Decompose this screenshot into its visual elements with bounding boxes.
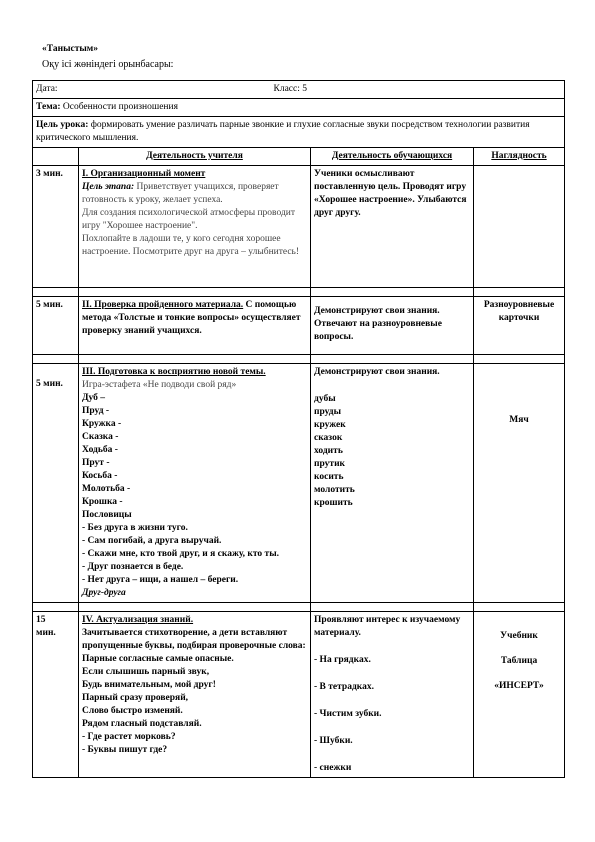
poem-line: Слово быстро изменяй.	[82, 706, 183, 716]
proverbs-label: Пословицы	[82, 510, 132, 520]
stage-visuals: Разноуровневые карточки	[474, 297, 565, 355]
poem-line: Парный сразу проверяй,	[82, 693, 189, 703]
word-item: Кружка -	[82, 419, 122, 429]
stage-teacher	[79, 166, 311, 288]
topic-label: Тема:	[36, 102, 61, 112]
visual-item: Таблица	[500, 656, 538, 666]
answer-item: - На грядках.	[314, 655, 371, 665]
goal-text: формировать умение различать парные звонкие и глухие согласные звуки посредством технологии развития критического мышления.	[36, 120, 530, 143]
proverb-item: - Друг познается в беде.	[82, 562, 184, 572]
stage-row-3	[33, 364, 565, 603]
stage-goal-text: Приветствует учащихся, проверяет готовность к уроку, желает успеха.	[82, 182, 279, 205]
word-item: Дуб –	[82, 393, 106, 403]
stage-students	[311, 297, 474, 355]
answer-item: пруды	[314, 407, 342, 417]
closing-text: Друг-друга	[82, 588, 126, 598]
header-visuals: Наглядность	[474, 148, 565, 166]
header-students: Деятельность обучающихся	[311, 148, 474, 166]
word-item: Ходьба -	[82, 445, 118, 455]
answer-item: - Чистим зубки.	[314, 709, 382, 719]
stage-text: С помощью метода «Толстые и тонкие вопросы» осуществляет проверку знаний учащихся.	[82, 300, 301, 336]
answer-item: молотить	[314, 485, 355, 495]
poem-line: - Где растет морковь?	[82, 732, 176, 742]
word-item: Молотьба -	[82, 484, 131, 494]
goal-label: Цель урока:	[36, 120, 89, 130]
stage-text-2: Похлопайте в ладоши те, у кого сегодня хорошее настроение. Посмотрите друг на друга – улыбнитесь!	[82, 234, 300, 257]
header-teacher: Деятельность учителя	[79, 148, 311, 166]
stage-students	[311, 612, 474, 778]
answer-item: - снежки	[314, 763, 352, 773]
answer-item: дубы	[314, 394, 336, 404]
visual-item: Учебник	[500, 631, 538, 641]
stage-students: Ученики осмысливают поставленную цель. Проводят игру «Хорошее настроение». Улыбаются друг другу.	[311, 166, 474, 288]
word-item: Сказка -	[82, 432, 119, 442]
stage-teacher	[79, 612, 311, 778]
word-item: Косьба -	[82, 471, 118, 481]
stage-row-4	[33, 612, 565, 778]
stage-time-value: 15	[36, 615, 46, 625]
proverb-item: - Нет друга – ищи, а нашел – береги.	[82, 575, 239, 585]
poem-line: - Буквы пишут где?	[82, 745, 168, 755]
stage-goal-label: Цель этапа:	[82, 182, 135, 192]
stage-time	[33, 612, 79, 778]
answer-item: крошить	[314, 498, 353, 508]
answer-item: ходить	[314, 446, 343, 456]
topic-text: Особенности произношения	[60, 102, 178, 112]
stage-intro: Зачитывается стихотворение, а дети вставляют пропущенные буквы, подбирая проверочные слова:	[82, 628, 306, 651]
lesson-plan-table	[32, 80, 565, 778]
deputy-line: Оқу ісі жөніндегі орынбасары:	[42, 59, 174, 70]
stage-students	[311, 364, 474, 603]
proverb-item: - Скажи мне, кто твой друг, и я скажу, кто ты.	[82, 549, 279, 559]
word-item: Прут -	[82, 458, 110, 468]
stage-time: 5 мин.	[33, 364, 79, 603]
answer-item: - Шубки.	[314, 736, 353, 746]
approval-title: «Таныстым»	[42, 44, 99, 54]
stage-title: III. Подготовка к восприятию новой темы.	[82, 367, 266, 377]
approval-block	[42, 42, 173, 72]
answer-item: прутик	[314, 459, 346, 469]
students-intro: Проявляют интерес к изучаемому материалу.	[314, 615, 461, 638]
poem-line: Будь внимательным, мой друг!	[82, 680, 216, 690]
info-row-topic	[33, 99, 565, 117]
stage-row-1	[33, 166, 565, 288]
stage-time: 5 мин.	[33, 297, 79, 355]
info-row-goal	[33, 117, 565, 148]
answer-item: - В тетрадках.	[314, 682, 374, 692]
stage-teacher	[79, 364, 311, 603]
proverb-item: - Сам погибай, а друга выручай.	[82, 536, 222, 546]
stage-row-2	[33, 297, 565, 355]
class-label: Класс: 5	[273, 84, 308, 94]
stage-visuals: Мяч	[474, 364, 565, 603]
date-label: Дата:	[36, 84, 58, 94]
students-text: Демонстрируют свои знания. Отвечают на разноуровневые вопросы.	[314, 306, 442, 342]
info-row-date	[33, 81, 565, 99]
stage-time-unit: мин.	[36, 628, 56, 638]
stage-text: Для создания психологической атмосферы проводит игру "Хорошее настроение".	[82, 208, 296, 231]
stage-title: I. Организационный момент	[82, 169, 206, 179]
proverb-item: - Без друга в жизни туго.	[82, 523, 188, 533]
stage-visuals	[474, 166, 565, 288]
game-title: Игра-эстафета «Не подводи свой ряд»	[82, 380, 237, 390]
poem-line: Если слышишь парный звук,	[82, 667, 210, 677]
stage-title: IV. Актуализация знаний.	[82, 615, 194, 625]
table-header	[33, 148, 565, 166]
students-intro: Демонстрируют свои знания.	[314, 367, 440, 377]
word-item: Крошка -	[82, 497, 123, 507]
visual-item: «ИНСЕРТ»	[494, 681, 544, 691]
stage-visuals	[474, 612, 565, 778]
answer-item: косить	[314, 472, 344, 482]
stage-time: 3 мин.	[33, 166, 79, 288]
poem-line: Рядом гласный подставляй.	[82, 719, 202, 729]
poem-line: Парные согласные самые опасные.	[82, 654, 234, 664]
word-item: Пруд -	[82, 406, 110, 416]
stage-title: II. Проверка пройденного материала.	[82, 300, 244, 310]
answer-item: сказок	[314, 433, 343, 443]
answer-item: кружек	[314, 420, 346, 430]
stage-teacher	[79, 297, 311, 355]
